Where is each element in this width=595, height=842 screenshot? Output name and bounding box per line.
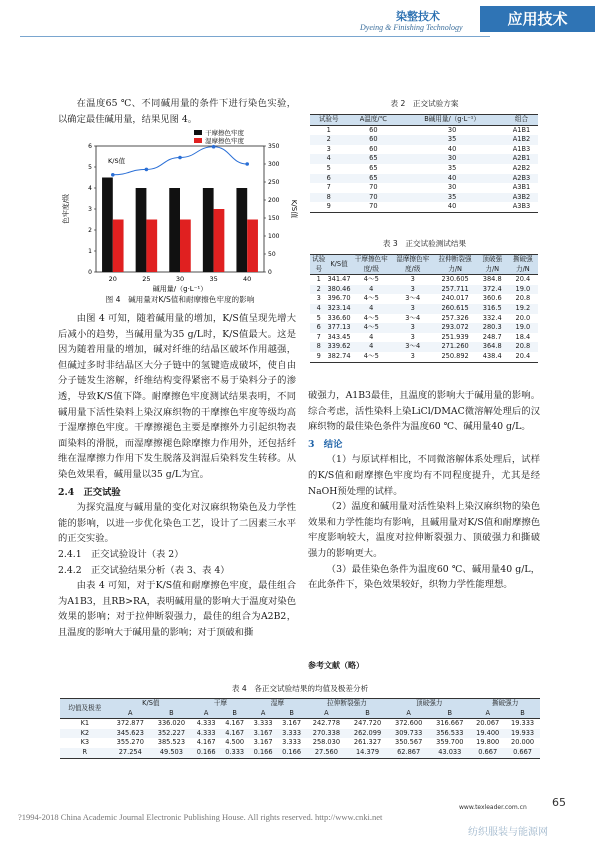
table-cell: 261.327 [353,738,382,747]
continued-paragraph: 破强力，A1B3最佳，且温度的影响大于碱用量的影响。综合考虑，活性染料上染LiCl/DMAC微溶解处理后的汉麻织物的最佳染色条件为温度60 ℃、碱用量40 g/L。 [308,390,540,433]
header-divider [20,36,490,37]
table-row [310,352,538,362]
table-row [310,323,538,333]
table-cell: 19.0 [515,323,531,332]
table-cell: 262.099 [353,728,382,737]
conclusion-3: （3）最佳染色条件为温度60 ℃、碱用量40 g/L，在此条件下，染色效果较好，织物力学性能理想。 [308,563,540,591]
section-label: 应用技术 [480,6,595,32]
table-3 [310,254,538,363]
watermark: 纺织服装与能源网 [468,827,548,838]
table-2-header-cell: 试验号 [318,115,339,123]
section-2-4-2-heading: 2.4.2 正交试验结果分析（表 3、表 4） [58,564,230,576]
ks-point [245,162,249,166]
table-cell: 20.8 [515,294,531,303]
table-cell: 0.166 [253,747,273,756]
x-tick-label: 20 [108,275,117,283]
table-cell: 271.260 [441,342,469,351]
journal-name-en: Dyeing & Finishing Technology [360,23,463,32]
table-2-caption: 表 2 正交试验方案 [390,99,459,108]
table-cell: 280.3 [482,323,502,332]
table-cell: 4.167 [196,738,216,747]
table-4-header-cell: 均值及极差 [68,703,102,712]
table-cell: A2B2 [512,163,531,172]
table-row [310,174,538,184]
table-cell: A2B1 [512,154,531,163]
table-4-group-header: 顶破强力 [416,699,443,707]
table-cell: A3B2 [512,192,531,201]
table-cell: 19.933 [511,728,535,737]
y-tick-label: 4 [88,185,92,192]
section-2-4-1-heading: 2.4.1 正交试验设计（表 2） [58,548,184,560]
table-cell: 60 [369,135,378,144]
table-cell: 364.8 [482,342,502,351]
table-cell: 7 [326,183,331,192]
table-row [310,275,538,285]
table-cell: 4 [326,154,331,163]
table-cell: 40 [447,202,457,211]
bar-dry-rub [136,188,147,272]
table-cell: 372.877 [116,719,144,728]
bar-wet-rub [180,220,191,273]
y2-tick-label: 150 [268,215,280,222]
table-cell: 2 [316,284,321,293]
table-3-header-cell: 干摩擦色牢度/级 [354,255,388,273]
table-cell: 336.020 [157,719,186,728]
y-tick-label: 1 [88,248,92,255]
table-cell: 309.733 [395,728,423,737]
references-note: 参考文献（略） [308,660,364,670]
section-3-heading: 3 结论 [308,438,343,450]
table-cell: 240.017 [441,294,469,303]
table-row [310,333,538,343]
table-cell: 40 [447,173,457,182]
table-3-caption: 表 3 正交试验测试结果 [382,239,467,248]
page-number: 65 [552,796,566,809]
ks-line [113,147,247,175]
table-cell: 293.072 [441,323,469,332]
table-cell: 247.720 [353,719,382,728]
table-row [310,285,538,295]
figure-4-chart [60,128,300,293]
table-cell: 19.800 [476,738,500,747]
table-cell: 242.778 [312,719,341,728]
table-cell: 3.167 [253,728,273,737]
figure-4-caption: 图 4 碱用量对K/S值和耐摩擦色牢度的影响 [105,295,255,304]
table-cell: A3B1 [512,183,531,192]
table-cell: 8 [316,342,321,351]
table-4-subheader: A [128,708,133,717]
table-row [310,304,538,314]
x-tick-label: 30 [175,275,185,283]
table-cell: 3 [410,303,415,312]
table-cell: 356.533 [436,728,464,737]
table-cell: 438.4 [482,351,502,360]
table-cell: 20.4 [515,351,531,360]
bar-wet-rub [247,220,258,273]
table-cell: 8 [326,192,331,201]
table-cell: 0.333 [225,747,245,756]
table-cell: 30 [447,183,457,192]
y-tick-label: 3 [88,206,92,213]
table-cell: 343.45 [327,332,351,341]
analysis-paragraph: 由图 4 可知，随着碱用量的增加，K/S值呈现先增大后减小的趋势，当碱用量为35 g/L时，K/S值最大。这是因为随着用量的增加，碱对纤维的结晶区破坏作用越强，但碱过多时非结晶区大分子链中的氢键造成破坏，使自由分子链发生溶解，纤维结构变得紧密不易于染料分子的渗透，导致K/S值下降。耐摩擦色牢度测试结果表明，不同碱用量下活性染料上染汉麻织物的干摩擦色牢度等级均高于湿摩擦色牢度。干摩擦褪色主要是摩擦外力引起织物表面染料的滑脱，而湿摩擦褪色除摩擦力作用外，还包括纤维在湿摩擦力作用下发生脱落及润湿后染料发生转移。从染色效果看，碱用量以35 g/L为宜。 [58,313,296,480]
table-cell: 2 [326,135,331,144]
table-cell: 4 [316,303,321,312]
table-cell: K2 [80,728,90,737]
table-row [310,202,538,212]
table-cell: R [82,747,88,756]
legend-label-wet: 湿摩擦色牢度 [205,137,244,145]
table-cell: 3.333 [253,719,273,728]
table-cell: 316.667 [436,719,464,728]
table-cell: 270.338 [312,728,341,737]
bar-dry-rub [169,188,180,272]
y2-tick-label: 0 [268,269,272,276]
y2-tick-label: 300 [268,161,280,168]
table-cell: 396.70 [327,294,351,303]
table-cell: 385.523 [157,738,186,747]
table-cell: 341.47 [327,275,351,284]
table-cell: 27.560 [314,747,338,756]
table-cell: 3 [410,275,415,284]
table-4-group-header: 撕破强力 [491,699,519,707]
table-row [310,125,538,135]
table-3-header-cell: 拉伸断裂强力/N [438,255,472,273]
table-cell: 40 [447,144,457,153]
table-cell: 352.227 [157,728,186,737]
table-row [310,193,538,203]
table-cell: 350.567 [395,738,423,747]
table-cell: 316.5 [482,303,502,312]
table-cell: 4.167 [225,719,245,728]
conclusion-2: （2）温度和碱用量对活性染料上染汉麻织物的染色效果和力学性能均有影响，且碱用量对K/S值和耐摩擦色牢度影响较大，温度对拉伸断裂强力、顶破强力和撕破强力的影响更大。 [308,501,540,559]
table-cell: 62.867 [397,747,421,756]
table-cell: 4 [369,284,374,293]
table-4-group-header: 拉伸断裂强力 [327,699,367,707]
table-cell: 372.4 [482,284,502,293]
table-2-header-cell: 组合 [514,115,529,123]
y2-tick-label: 100 [268,233,280,240]
table-cell: 9 [316,351,321,360]
orthogonal-intro-paragraph: 为探究温度与碱用量的变化对汉麻织物染色及力学性能的影响，以进一步优化染色工艺，设计了二因素三水平的正交实验。 [58,502,296,545]
table-cell: 19.2 [515,303,531,312]
table-cell: 372.600 [395,719,423,728]
table-cell: 4 [369,342,374,351]
x-tick-label: 40 [243,275,252,283]
footer-website: www.texleader.com.cn [459,804,527,811]
table-cell: 3～4 [405,342,421,351]
table-cell: 384.8 [482,275,502,284]
table-cell: 20.8 [515,342,531,351]
left-intro [58,96,296,127]
table-cell: 4 [369,332,374,341]
table-cell: 359.700 [436,738,464,747]
table-cell: 258.030 [312,738,341,747]
table-cell: 257.711 [441,284,469,293]
table-row [310,145,538,155]
table-row [310,183,538,193]
table-cell: 70 [369,183,378,192]
table-cell: 18.4 [515,332,531,341]
conclusion-1: （1）与原试样相比，不同微溶解体系处理后，试样的K/S值和耐摩擦色牢度均有不同程度提升，尤其是经NaOH预处理的试样。 [308,454,540,497]
table-cell: 3.333 [282,738,302,747]
table-cell: 65 [369,154,378,163]
table-cell: 4.167 [225,728,245,737]
y2-tick-label: 50 [268,251,276,258]
y-tick-label: 6 [88,143,92,150]
table-cell: 0.667 [513,747,532,756]
table-2 [310,114,538,213]
table-cell: 257.326 [441,313,469,322]
table-row [60,729,540,739]
footer-copyright: ?1994-2018 China Academic Journal Electronic Publishing House. All rights reserved. http://www.cnki.net [18,812,383,822]
table-cell: 1 [326,125,331,134]
table-cell: 380.46 [327,284,351,293]
section-2-4-heading: 2.4 正交试验 [58,486,121,498]
y-tick-label: 2 [88,227,92,234]
right-body [308,388,540,593]
table-4-subheader: A [324,708,329,717]
table-2-header-cell: A温度/℃ [359,115,388,123]
table-cell: 4.333 [196,719,216,728]
table-cell: 30 [447,125,457,134]
table-cell: 4～5 [363,351,379,360]
table-row [60,719,540,729]
table-4-subheader: B [447,708,453,717]
legend-swatch-wet [194,138,202,143]
orthogonal-analysis-paragraph: 由表 4 可知，对于K/S值和耐摩擦色牢度，最佳组合为A1B3，且RB>RA，表明碱用量的影响大于温度对染色效果的影响；对于拉伸断裂强力，最佳的组合为A2B2，且温度的影响大于碱用量的影响；对于顶破和撕 [58,580,296,638]
y2-tick-label: 250 [268,179,280,186]
table-cell: 0.667 [478,747,498,756]
table-cell: 5 [326,163,331,172]
y2-tick-label: 350 [268,143,280,150]
table-cell: 6 [316,323,321,332]
table-cell: 355.270 [116,738,144,747]
left-body [58,311,296,640]
legend-swatch-dry [194,130,202,135]
ks-point [212,145,216,149]
table-cell: 4.500 [225,738,245,747]
table-cell: 20.0 [515,313,531,322]
y-tick-label: 5 [88,164,92,171]
table-cell: 4 [369,303,374,312]
table-cell: 332.4 [482,313,502,322]
ks-point [178,156,182,160]
table-4-subheader: B [365,708,370,717]
figure-4 [60,128,300,293]
table-cell: 3 [316,294,321,303]
table-cell: 339.62 [327,342,351,351]
table-4-subheader: A [260,708,266,717]
table-cell: 3 [410,284,415,293]
table-cell: 3～4 [405,294,421,303]
x-axis-label: 碱用量/（g·L⁻¹） [152,285,208,293]
table-cell: 35 [447,192,457,201]
table-cell: 43.033 [438,747,462,756]
table-cell: 70 [369,192,378,201]
table-cell: 6 [326,173,331,182]
table-cell: 382.74 [327,351,351,360]
table-4-subheader: A [485,708,490,717]
table-cell: K3 [80,738,90,747]
table-3-header-cell: 湿摩擦色牢度/级 [396,255,430,273]
table-cell: A1B2 [512,135,531,144]
table-3-header-cell: 试验号 [312,255,326,273]
table-cell: 35 [447,163,457,172]
table-cell: K1 [80,719,90,728]
bar-dry-rub [102,178,113,273]
table-cell: 3 [410,351,415,360]
table-cell: 35 [447,135,457,144]
table-4 [60,698,540,759]
table-3-header-cell: K/S值 [330,259,348,268]
table-cell: 323.14 [327,303,351,312]
table-cell: 3.167 [253,738,273,747]
table-cell: 4～5 [363,313,379,322]
table-cell: 19.0 [515,284,531,293]
table-row [60,748,540,758]
table-cell: 3.333 [282,728,302,737]
table-cell: 60 [369,144,378,153]
table-row [310,164,538,174]
table-cell: 250.892 [441,351,469,360]
table-cell: A1B1 [512,125,531,134]
table-cell: 0.166 [196,747,216,756]
table-row [310,314,538,324]
bar-wet-rub [214,209,225,272]
table-4-group-header: 湿摩 [270,699,284,707]
table-cell: 251.939 [441,332,469,341]
table-4-subheader: B [289,708,294,717]
table-cell: 30 [447,154,457,163]
legend-label-dry: 干摩擦色牢度 [205,129,244,137]
table-row [310,294,538,304]
table-cell: 377.13 [327,323,351,332]
table-row [60,738,540,748]
table-cell: 260.615 [441,303,469,312]
table-cell: 14.379 [355,747,380,756]
table-cell: 3.167 [282,719,302,728]
table-cell: 3 [410,323,415,332]
table-4-subheader: B [169,708,174,717]
ks-annotation: K/S值 [108,156,126,165]
table-cell: A1B3 [512,144,531,153]
table-cell: 70 [369,202,378,211]
x-tick-label: 25 [142,275,151,283]
table-cell: 3 [410,332,415,341]
table-cell: 65 [369,163,378,172]
bar-dry-rub [236,188,247,272]
table-cell: 20.000 [511,738,535,747]
table-cell: 60 [369,125,378,134]
bar-wet-rub [146,220,157,273]
table-3-header-cell: 撕破强力/N [512,255,533,273]
table-cell: A3B3 [512,202,531,211]
table-cell: A2B3 [512,173,531,182]
table-cell: 20.067 [476,719,500,728]
table-cell: 7 [316,332,321,341]
table-2-header-cell: B碱用量/（g·L⁻¹） [424,115,480,123]
y2-axis-label: K/S值 [290,199,298,219]
table-4-group-header: 干摩 [213,699,228,707]
bar-dry-rub [203,188,214,272]
table-cell: 4～5 [363,323,379,332]
bar-wet-rub [113,220,124,273]
table-4-subheader: B [232,708,237,717]
table-cell: 4～5 [363,275,379,284]
table-cell: 65 [369,173,378,182]
table-3-header-cell: 顶破强力/N [482,255,503,273]
table-4-subheader: A [203,708,209,717]
table-cell: 336.60 [327,313,351,322]
y-axis-label: 色牢度/级 [62,193,70,225]
journal-name-cn: 染整技术 [396,10,440,23]
table-cell: 20.4 [515,275,531,284]
table-4-caption: 表 4 各正交试验结果的均值及极差分析 [231,684,369,693]
table-row [310,154,538,164]
ks-point [111,173,115,177]
table-cell: 19.333 [511,719,535,728]
table-cell: 0.166 [282,747,302,756]
table-row [310,342,538,352]
table-cell: 27.254 [118,747,142,756]
table-cell: 1 [316,275,321,284]
table-cell: 4～5 [363,294,379,303]
table-4-subheader: A [406,708,411,717]
table-cell: 345.623 [116,728,144,737]
table-cell: 4.333 [196,728,216,737]
table-cell: 5 [316,313,321,322]
table-cell: 9 [326,202,331,211]
table-cell: 19.400 [476,728,500,737]
x-tick-label: 35 [209,275,218,283]
table-cell: 230.605 [441,275,469,284]
intro-paragraph: 在温度65 ℃、不同碱用量的条件下进行染色实验，以确定最佳碱用量，结果见图 4。 [58,98,296,125]
table-cell: 360.6 [482,294,502,303]
table-cell: 3～4 [405,313,421,322]
y-tick-label: 0 [88,269,92,276]
table-cell: 248.7 [482,332,502,341]
table-4-subheader: B [520,708,525,717]
table-cell: 49.503 [159,747,183,756]
table-cell: 3 [326,144,331,153]
table-4-group-header: K/S值 [142,699,160,707]
y2-tick-label: 200 [268,197,280,204]
ks-point [145,168,149,172]
table-row [310,135,538,145]
